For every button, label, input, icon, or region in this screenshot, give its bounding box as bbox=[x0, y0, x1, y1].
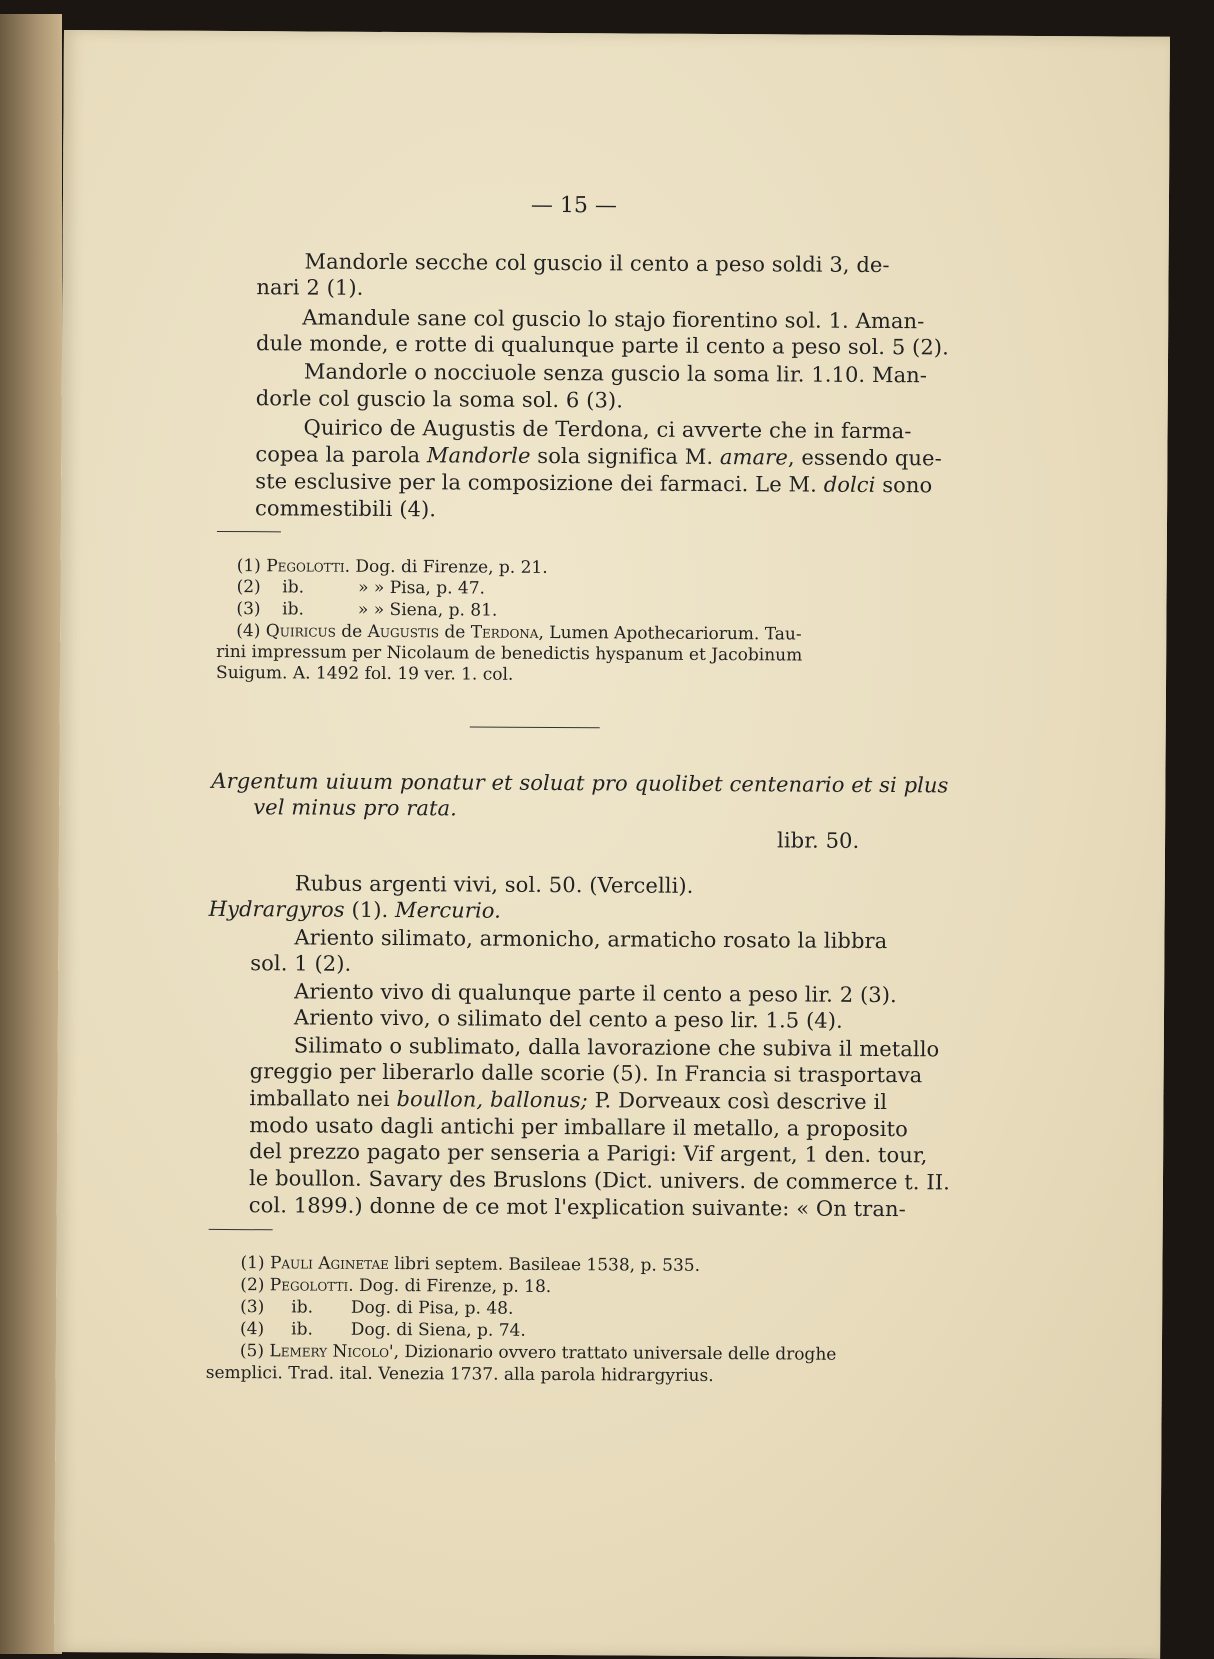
footnote: (1) Pauli Aginetae libri septem. Basileae 1538, p. 535. bbox=[240, 1253, 701, 1276]
text-line: Amandule sane col guscio lo stajo fiorentino sol. 1. Aman- bbox=[302, 305, 925, 334]
section-heading: Argentum uiuum ponatur et soluat pro quolibet centenario et si plus bbox=[211, 768, 949, 798]
footnote: (3) ib. Dog. di Pisa, p. 48. bbox=[240, 1297, 514, 1319]
footnote-divider bbox=[209, 1229, 273, 1230]
footnote: semplici. Trad. ital. Venezia 1737. alla parola hidrargyrius. bbox=[205, 1362, 714, 1386]
footnote: (4) ib. Dog. di Siena, p. 74. bbox=[240, 1319, 526, 1341]
footnote-divider bbox=[217, 531, 281, 532]
text-line: Mandorle o nocciuole senza guscio la soma lir. 1.10. Man- bbox=[303, 359, 928, 388]
text-line: col. 1899.) donne de ce mot l'explication suivante: « On tran- bbox=[248, 1193, 906, 1222]
footnote: (2) ib. » » Pisa, p. 47. bbox=[236, 577, 486, 599]
text-line: greggio per liberarlo dalle scorie (5). In Francia si trasportava bbox=[249, 1059, 923, 1088]
footnote: Suigum. A. 1492 fol. 19 ver. 1. col. bbox=[216, 662, 514, 685]
footnote: (2) Pegolotti. Dog. di Firenze, p. 18. bbox=[240, 1275, 552, 1297]
text-line: Ariento vivo di qualunque parte il cento a peso lir. 2 (3). bbox=[294, 979, 897, 1008]
footnote: rini impressum per Nicolaum de benedictis hyspanum et Jacobinum bbox=[216, 641, 803, 666]
text-line: imballato nei boullon, ballonus; P. Dorveaux così descrive il bbox=[249, 1086, 888, 1115]
footnote: (1) Pegolotti. Dog. di Firenze, p. 21. bbox=[236, 556, 548, 578]
book-page bbox=[54, 30, 1170, 1659]
text-line: Ariento vivo, o silimato del cento a peso lir. 1.5 (4). bbox=[293, 1005, 843, 1033]
page-number: — 15 — bbox=[530, 192, 617, 219]
text-line: Quirico de Augustis de Terdona, ci avverte che in farma- bbox=[303, 415, 912, 444]
footnote: (5) Lemery Nicolo', Dizionario ovvero trattato universale delle droghe bbox=[239, 1341, 837, 1365]
previous-page-edge bbox=[0, 14, 62, 1654]
text-line: dule monde, e rotte di qualunque parte il cento a peso sol. 5 (2). bbox=[256, 331, 949, 360]
text-line: Mandorle secche col guscio il cento a peso soldi 3, de- bbox=[304, 249, 890, 278]
text-line: nari 2 (1). bbox=[256, 275, 364, 300]
text-line: Ariento silimato, armonicho, armaticho rosato la libbra bbox=[294, 925, 888, 954]
section-divider bbox=[470, 726, 600, 728]
footnote: (3) ib. » » Siena, p. 81. bbox=[236, 599, 498, 621]
text-line: ste esclusive per la composizione dei farmaci. Le M. dolci sono bbox=[255, 469, 933, 498]
section-heading: vel minus pro rata. bbox=[253, 795, 458, 821]
text-line: le boullon. Savary des Bruslons (Dict. univers. de commerce t. II. bbox=[248, 1166, 951, 1195]
text-line: dorle col guscio la soma sol. 6 (3). bbox=[255, 386, 624, 413]
text-line: modo usato dagli antichi per imballare il metallo, a proposito bbox=[249, 1113, 908, 1142]
text-line: copea la parola Mandorle sola significa M. amare, essendo que- bbox=[255, 442, 942, 471]
text-line: sol. 1 (2). bbox=[250, 951, 352, 976]
text-line: Rubus argenti vivi, sol. 50. (Vercelli). bbox=[294, 871, 694, 898]
text-line: Silimato o sublimato, dalla lavorazione che subiva il metallo bbox=[293, 1033, 940, 1062]
text-line: Hydrargyros (1). Mercurio. bbox=[208, 896, 502, 923]
footnote: (4) Quiricus de Augustis de Terdona, Lumen Apothecariorum. Tau- bbox=[236, 621, 802, 645]
text-line: del prezzo pagato per senseria a Parigi: Vif argent, 1 den. tour, bbox=[249, 1139, 928, 1168]
price: libr. 50. bbox=[776, 828, 860, 853]
text-line: commestibili (4). bbox=[255, 496, 437, 522]
